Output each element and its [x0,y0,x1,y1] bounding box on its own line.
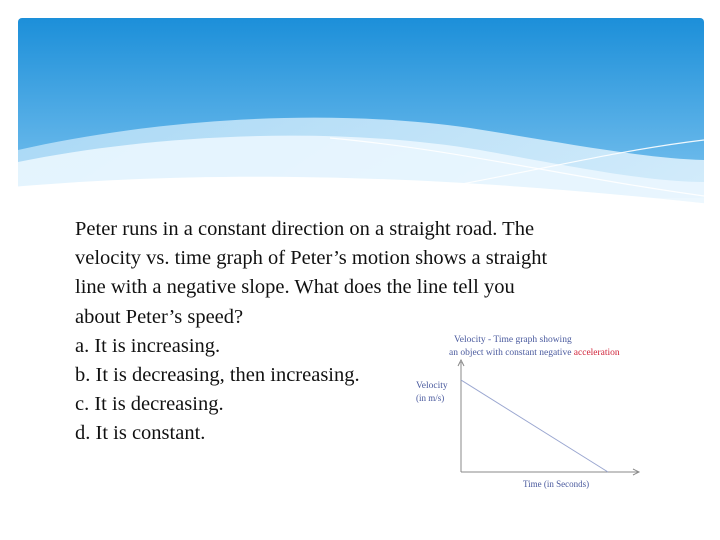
question-line: about Peter’s speed? [75,305,244,328]
y-axis-unit: (in m/s) [416,393,445,403]
x-axis-label: Time (in Seconds) [523,479,590,489]
graph-title-line1 [454,335,572,345]
question-line: Peter runs in a constant direction on a straight road. The [75,218,535,240]
question-line: velocity vs. time graph of Peter’s motion shows a straight [75,247,548,270]
velocity-time-graph [405,325,705,500]
question-line: line with a negative slope. What does the line tell you [75,276,515,299]
y-axis-label: Velocity [416,381,448,391]
graph-title-line2 [449,348,620,358]
choice-d: d. It is constant. [75,422,206,445]
choice-c: c. It is decreasing. [75,393,224,416]
graph-title-acceleration: acceleration [573,348,620,358]
graph-title-object: an object with [449,348,506,358]
graph-title-velocity: Velocity - [454,335,494,345]
graph-title-rest: Time graph showing [493,335,572,345]
graph-title-constant: constant negative [505,348,574,358]
choice-b: b. It is decreasing, then increasing. [75,364,360,387]
header-banner [0,0,720,210]
velocity-line [461,380,608,472]
choice-a: a. It is increasing. [75,334,221,357]
